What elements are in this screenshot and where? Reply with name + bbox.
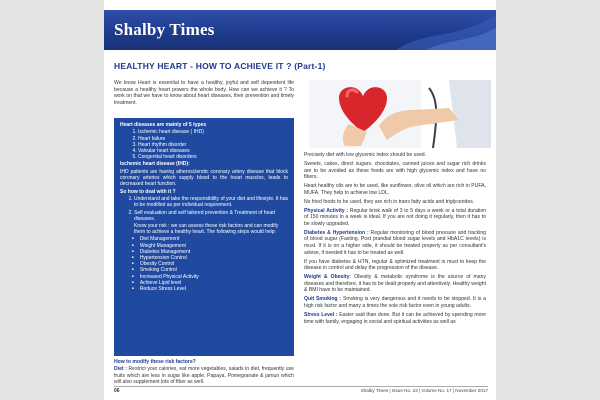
magazine-page	[104, 0, 496, 400]
list-item: 5. Congenital heart disorders	[138, 154, 288, 160]
masthead	[104, 10, 496, 50]
publication-title: Shalby Times	[114, 20, 215, 39]
right-column	[304, 152, 486, 328]
weight-obesity-label: Weight & Obesity:	[304, 274, 352, 281]
diet-text: Restrict your calories, eat more vegetables, salads in diet, frequently use fruits which are less in sugar like apple, Papaya, Pomegranate & jamun which will also supplement lots of fiber as well.	[114, 366, 295, 386]
paragraph-text: Regular brisk walk of 3 to 5 days a week or a total duration of 150 minutes in a week is ideal. If you are not doing it regularly, then it has to be slowly upgraded.	[304, 207, 486, 227]
types-heading: Heart diseases are mainly of 5 types	[120, 122, 207, 128]
physical-activity-paragraph	[304, 208, 486, 228]
disease-types-list	[120, 129, 288, 160]
paragraph-text: Obesity & metabolic syndrome is the source of many diseases and therefore, it has to be dealt properly and attentively. Healthy weight & BMI have to be maintained.	[304, 274, 486, 294]
list-item: ■ Increased Physical Activity	[142, 274, 288, 280]
page-number: 06	[114, 388, 120, 394]
paragraph: If you have diabetes & HTN, regular & optimized treatment is must to keep the disease in control and delay the progression of the disease.	[304, 258, 486, 272]
list-item: ■ Diabetes Management	[142, 249, 288, 255]
page-footer	[104, 386, 496, 398]
paragraph: Precisely diet with low glycemic index should be used.	[304, 152, 427, 158]
modify-heading: How to modify these risk factors?	[114, 359, 196, 365]
list-item: ■ Obesity Control	[142, 261, 288, 267]
quit-smoking-paragraph	[304, 296, 486, 309]
intro-paragraph: We know Heart is essential to have a healthy, joyful and self dependent life because a healthy heart powers the whole body. How can we achieve it ? To work on that we have to know about heart diseases, their prevention and timely treatment.	[114, 80, 294, 106]
list-item: ■ Diet Management	[142, 236, 288, 242]
ihd-heading: Ischemic heart disease (IHD):	[120, 161, 190, 168]
list-item	[134, 210, 288, 236]
info-box	[114, 118, 294, 356]
list-item: 4. Valvular heart diseases	[138, 148, 288, 154]
paragraph-text: Easier said than done. But it can be achieved by spending more time with family, engaging in social and spiritual activities as well as	[304, 311, 486, 325]
list-item: 2. Heart failure	[138, 136, 288, 142]
diabetes-hypertension-paragraph	[304, 230, 486, 256]
list-item: 1. Ischemic heart disease ( IHD)	[138, 129, 288, 135]
list-item: ■ Weight Management	[142, 243, 288, 249]
paragraph: Sweets, cakes, direct sugars, chocolates, canned juices and sugar rich drinks are to be avoided as these foods are with high glycemic index and have no fibers.	[304, 160, 486, 181]
list-item: ■ Reduce Stress Level	[142, 286, 288, 292]
steps-list	[120, 196, 288, 235]
deal-heading: So how to deal with it ?	[120, 188, 176, 195]
list-item: 3. Heart rhythm disorder	[138, 142, 288, 148]
paragraph-text: Regular monitoring of blood pressure and tracking of blood sugar (Fasting, Post prandial blood sugar levels and HbA1C levels) is must. If it is on a higher side, it should be treated properly as per consultant's advise, if needed it has to be treated as well.	[304, 229, 487, 256]
list-item: ■ Achieve Lipid level	[142, 280, 288, 286]
diet-paragraph	[114, 366, 294, 386]
paragraph-text: Smoking is very dangerous and it needs to be stopped. It is a high risk factor and many a times the sole risk factor even in young adults.	[304, 296, 487, 309]
left-column	[114, 80, 294, 109]
stress-level-paragraph	[304, 312, 486, 325]
step-text: Self evaluation and self tailored prevention & Treatment of heart diseases.	[134, 209, 276, 222]
diabetes-hypertension-label: Diabetes & Hypertension :	[304, 229, 369, 236]
list-item	[134, 196, 288, 208]
risk-steps-list	[120, 236, 288, 292]
heart-illustration	[309, 80, 491, 148]
article-headline: HEALTHY HEART - HOW TO ACHIEVE IT ? (Part-1)	[114, 61, 326, 71]
list-item: ■ Smoking Control	[142, 267, 288, 273]
issue-info: Shalby Times | Issue No. 23 | Volume No. 17 | November 2017	[360, 388, 488, 393]
paragraph: Heart healthy oils are to be used, like sunflower, olive oil which are rich in PUFA, MUFA. They help to achieve low LDL.	[304, 183, 486, 196]
paragraph: No fried foods to be used, they are rich in trans fatty acids and triglycerides.	[304, 198, 475, 205]
weight-obesity-paragraph	[304, 274, 486, 294]
physical-activity-label: Physical Activity :	[304, 207, 349, 214]
stress-level-label: Stress Level :	[304, 311, 338, 318]
quit-smoking-label: Quit Smoking :	[304, 296, 342, 303]
ihd-text: IHD patients are having atherosclerotic coronary artery disease that block coronary arteries which supply blood to the heart muscles, leads to decreased heart function.	[120, 168, 288, 188]
list-item: ■ Hypertension Control	[142, 255, 288, 261]
diet-label: Diet :	[114, 366, 127, 372]
masthead-wave-decoration	[336, 10, 496, 50]
footer-rule	[114, 386, 488, 387]
heart-photo	[309, 80, 491, 148]
diet-block	[114, 366, 294, 386]
step-text: Understand and take the responsibility of your diet and lifestyle. It has to be modified as per individual requirement.	[134, 196, 288, 209]
step-detail: Know your risk : we can assess these risk factors and can modify them to achieve a healthy heart. The following steps would help:	[134, 222, 279, 236]
